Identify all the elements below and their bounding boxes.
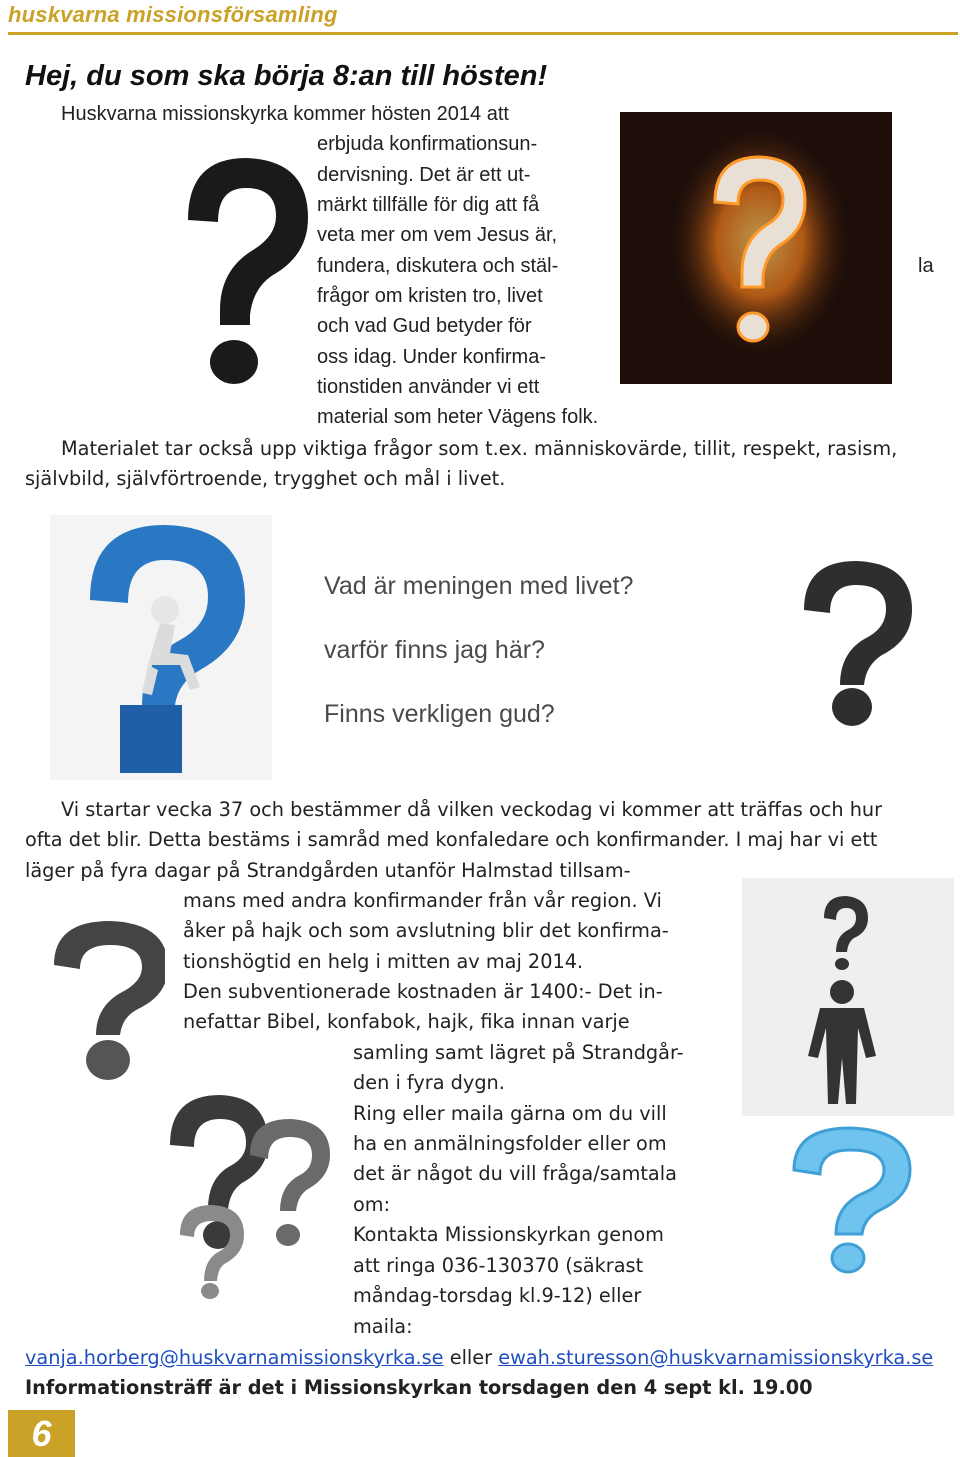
text-line: läger på fyra dagar på Strandgården utanför Halmstad tillsam- [25,859,631,882]
text-line: maila: [353,1315,413,1338]
text-line: självbild, självförtroende, trygghet och mål i livet. [25,467,506,490]
text-line: åker på hajk och som avslutning blir det konfirma- [183,919,669,942]
text-line: Den subventionerade kostnaden är 1400:- Det in- [183,980,663,1003]
text-line: Ring eller maila gärna om du vill [353,1102,667,1125]
text-line: ha en anmälningsfolder eller om [353,1132,667,1155]
header-divider [8,32,958,35]
text-line: tionshögtid en helg i mitten av maj 2014. [183,950,584,973]
text-line: och vad Gud betyder för [317,315,532,337]
image-question: Vad är meningen med livet? [324,572,634,600]
black-question-mark-image [168,150,318,390]
site-title: huskvarna missionsförsamling [8,2,338,27]
text-line: att ringa 036-130370 (säkrast [353,1254,644,1277]
text-line: mans med andra konfirmander från vår region. Vi [183,889,662,912]
text-line: Materialet tar också upp viktiga frågor som t.ex. människovärde, tillit, respekt, rasism, [61,437,898,460]
light-blue-question-mark-image [772,1118,932,1278]
text-line: Huskvarna missionskyrka kommer hösten 2014 att [61,103,509,125]
email-link-vanja[interactable]: vanja.horberg@huskvarnamissionskyrka.se [25,1346,444,1369]
text-line: erbjuda konfirmationsun- [317,133,538,155]
text-line: nefattar Bibel, konfabok, hajk, fika innan varje [183,1010,630,1033]
text-line: veta mer om vem Jesus är, [317,224,558,246]
email-link-ewah[interactable]: ewah.sturesson@huskvarnamissionskyrka.se [498,1346,934,1369]
page-number-badge: 6 [8,1410,75,1457]
text-line: ofta det blir. Detta bestäms i samråd med konfaledare och konfirmander. I maj har vi ett [25,828,878,851]
multiple-question-marks-image [150,1085,350,1300]
text-line: måndag-torsdag kl.9-12) eller [353,1284,642,1307]
text-line: tionstiden använder vi ett [317,376,540,398]
text-line: Vi startar vecka 37 och bestämmer då vilken veckodag vi kommer att träffas och hur [61,798,883,821]
text-line: märkt tillfälle för dig att få [317,194,540,216]
text-line: fundera, diskutera och stäl- [317,255,559,277]
image-question: Finns verkligen gud? [324,700,555,728]
image-question: varför finns jag här? [324,636,545,664]
info-meeting-text: Informationsträff är det i Missionskyrkan torsdagen den 4 sept kl. 19.00 [25,1376,813,1399]
blue-question-mark-figure-image [50,515,272,780]
text-line: material som heter Vägens folk. [317,406,599,428]
email-line [25,1343,933,1373]
text-line: den i fyra dygn. [353,1071,505,1094]
text-line: frågor om kristen tro, livet [317,285,543,307]
text-line: la [918,255,934,277]
fire-question-mark-image [620,112,892,384]
grey-question-mark-image [790,555,920,735]
text-line: Kontakta Missionskyrkan genom [353,1223,664,1246]
text-line: dervisning. Det är ett ut- [317,164,531,186]
text-line: det är något du vill fråga/samtala [353,1162,677,1185]
text-line: samling samt lägret på Strandgår- [353,1041,684,1064]
grey-3d-question-mark-image [40,915,165,1085]
text-line: oss idag. Under konfirma- [317,346,546,368]
page-title: Hej, du som ska börja 8:an till hösten! [25,60,548,92]
person-question-mark-image [742,878,954,1116]
text-line: om: [353,1193,391,1216]
email-separator: eller [449,1346,493,1369]
